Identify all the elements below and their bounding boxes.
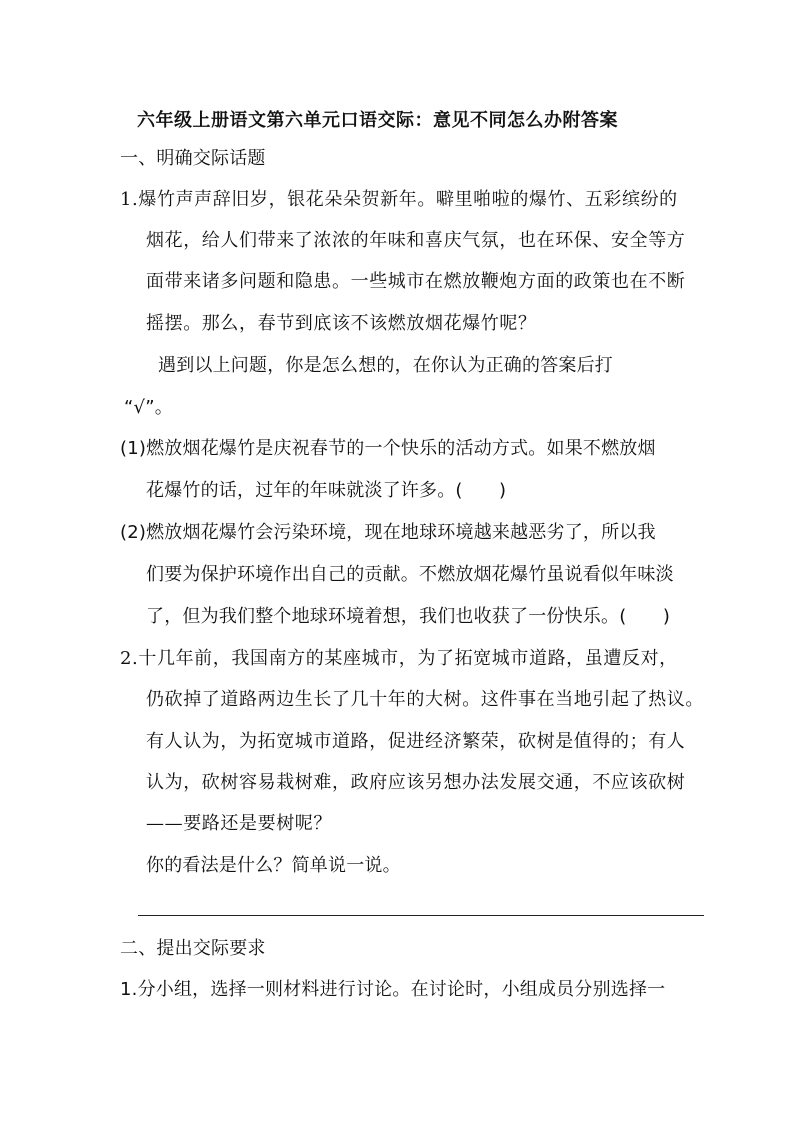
instruction-line-1: 遇到以上问题，你是怎么想的，在你认为正确的答案后打 <box>158 355 613 376</box>
q1-line-4: 摇摆。那么，春节到底该不该燃放烟花爆竹呢？ <box>146 313 537 334</box>
option-2-line-2: 们要为保护环境作出自己的贡献。不燃放烟花爆竹虽说看似年味淡 <box>146 564 674 585</box>
q2-line-3: 有人认为，为拓宽城市道路，促进经济繁荣，砍树是值得的；有人 <box>146 731 686 752</box>
instruction-line-2: “√”。 <box>124 397 173 418</box>
q1-line-1: 1.爆竹声声辞旧岁，银花朵朵贺新年。噼里啪啦的爆竹、五彩缤纷的 <box>120 189 678 210</box>
q1-line-2: 烟花，给人们带来了浓浓的年味和喜庆气氛，也在环保、安全等方 <box>146 230 686 251</box>
option-2-line-3: 了，但为我们整个地球环境着想，我们也收获了一份快乐。( ) <box>146 606 671 627</box>
document-title: 六年级上册语文第六单元口语交际：意见不同怎么办附答案 <box>137 110 618 131</box>
q2-line-1: 2.十几年前，我国南方的某座城市，为了拓宽城市道路，虽遭反对， <box>120 648 678 669</box>
answer-line <box>138 915 704 916</box>
q2-line-5: ——要路还是要树呢？ <box>146 813 332 834</box>
q2-prompt: 你的看法是什么？简单说一说。 <box>146 855 401 876</box>
option-1-line-2: 花爆竹的话，过年的年味就淡了许多。( ) <box>146 480 507 501</box>
section-heading-1: 一、明确交际话题 <box>120 148 266 169</box>
q2-line-4: 认为，砍树容易栽树难，政府应该另想办法发展交通，不应该砍树 <box>146 772 686 793</box>
section-heading-2: 二、提出交际要求 <box>120 938 266 959</box>
option-1-line-1: (1)燃放烟花爆竹是庆祝春节的一个快乐的活动方式。如果不燃放烟 <box>120 438 656 459</box>
q2-line-2: 仍砍掉了道路两边生长了几十年的大树。这件事在当地引起了热议。 <box>146 689 704 710</box>
q1-line-3: 面带来诸多问题和隐患。一些城市在燃放鞭炮方面的政策也在不断 <box>146 271 686 292</box>
section2-q1-line-1: 1.分小组，选择一则材料进行讨论。在讨论时，小组成员分别选择一 <box>120 979 666 1000</box>
option-2-line-1: (2)燃放烟花爆竹会污染环境，现在地球环境越来越恶劣了，所以我 <box>120 522 656 543</box>
